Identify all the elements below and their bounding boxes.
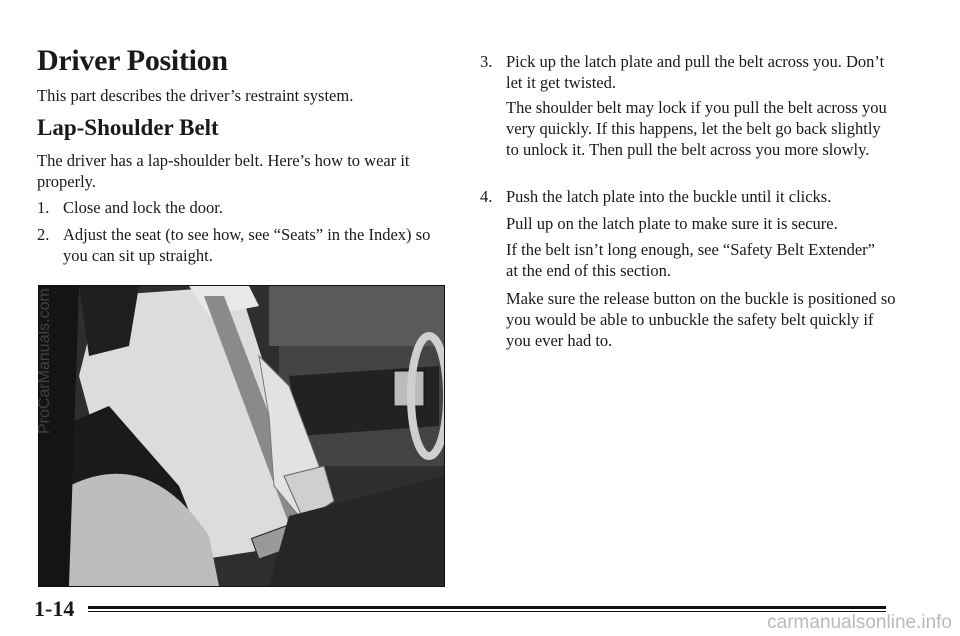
page-title: Driver Position: [37, 44, 228, 77]
step-number: 2.: [37, 225, 50, 244]
bottom-watermark: carmanualsonline.info: [767, 612, 952, 633]
step-number: 3.: [480, 52, 493, 71]
step-4-note-release: Make sure the release button on the buckle is positioned so you would be able to unbuckle the safety belt quickly if you ever had to.: [506, 289, 896, 350]
step-4: [480, 186, 900, 207]
side-watermark: ProCarManuals.com: [36, 288, 53, 434]
step-number: 4.: [480, 187, 493, 206]
footer-rule: [88, 606, 886, 609]
page-number: 1-14: [34, 596, 75, 621]
step-2: [37, 224, 457, 266]
step-4-note-extender: If the belt isn’t long enough, see “Safety Belt Extender” at the end of this section.: [506, 240, 876, 280]
section-title: Lap-Shoulder Belt: [37, 115, 219, 140]
step-number: 1.: [37, 198, 50, 217]
step-text: Push the latch plate into the buckle until it clicks.: [506, 187, 832, 206]
step-text: Adjust the seat (to see how, see “Seats” in the Index) so you can sit up straight.: [63, 225, 431, 265]
illustration-drawing: [39, 286, 444, 586]
step-4-note-secure: Pull up on the latch plate to make sure it is secure.: [506, 214, 838, 233]
step-3: [480, 51, 900, 93]
step-text: Close and lock the door.: [63, 198, 223, 217]
section-intro-text: The driver has a lap-shoulder belt. Here’s how to wear it properly.: [37, 151, 410, 191]
step-text: Pick up the latch plate and pull the belt across you. Don’t let it get twisted.: [506, 52, 885, 92]
driver-seatbelt-illustration: [38, 285, 445, 587]
step-3-note: The shoulder belt may lock if you pull the belt across you very quickly. If this happens, let the belt go back slightly to unlock it. Then pull the belt across you more slowly.: [506, 98, 887, 159]
intro-text: This part describes the driver’s restraint system.: [37, 86, 354, 105]
step-1: [37, 197, 452, 218]
